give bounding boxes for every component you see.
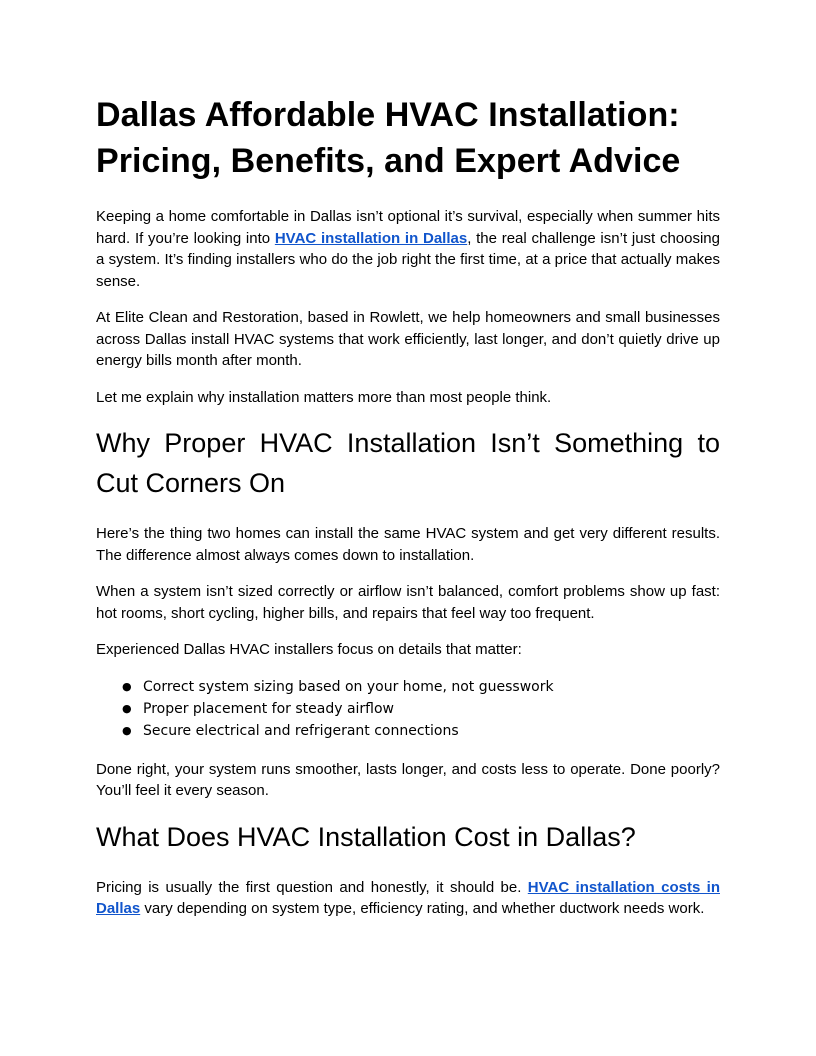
installer-focus-list — [96, 676, 720, 742]
bullet-icon: ● — [122, 679, 132, 693]
list-item-text: Proper placement for steady airflow — [143, 700, 395, 717]
bullet-icon: ● — [122, 701, 132, 715]
list-item-text: Correct system sizing based on your home, not guesswork — [143, 678, 554, 695]
section1-paragraph-2: When a system isn’t sized correctly or airflow isn’t balanced, comfort problems show up fast: hot rooms, short cycling, higher bills, and repairs that feel way too frequent. — [96, 583, 720, 622]
intro-p1-text-after: , the real challenge isn’t just choosing a system. It’s finding installers who do the job right the first time, at a price that actually makes sense. — [96, 229, 720, 290]
section-heading-proper-installation: Why Proper HVAC Installation Isn’t Something to Cut Corners On — [96, 428, 720, 498]
page-title: Dallas Affordable HVAC Installation: Pricing, Benefits, and Expert Advice — [96, 96, 681, 180]
intro-paragraph-1 — [96, 206, 720, 292]
section1-paragraph-4: Done right, your system runs smoother, lasts longer, and costs less to operate. Done poorly? You’ll feel it every season. — [96, 760, 720, 799]
intro-paragraph-3: Let me explain why installation matters more than most people think. — [96, 388, 552, 406]
section2-p1-text-before: Pricing is usually the first question and honestly, it should be. — [96, 878, 528, 896]
section1-paragraph-1: Here’s the thing two homes can install the same HVAC system and get very different results. The difference almost always comes down to installation. — [96, 525, 720, 564]
section1-paragraph-3: Experienced Dallas HVAC installers focus on details that matter: — [96, 641, 522, 658]
section-heading-installation-cost: What Does HVAC Installation Cost in Dallas? — [96, 821, 636, 852]
list-item-text: Secure electrical and refrigerant connections — [143, 722, 459, 739]
hvac-installation-costs-link[interactable]: HVAC installation costs in Dallas — [96, 878, 720, 917]
document-page — [96, 92, 720, 935]
list-item — [122, 676, 720, 698]
intro-p1-text-before: Keeping a home comfortable in Dallas isn’t optional it’s survival, especially when summer hits hard. If you’re looking into — [96, 208, 720, 247]
section2-paragraph-1 — [96, 877, 720, 920]
list-item — [122, 698, 720, 720]
section2-p1-text-after: vary depending on system type, efficiency rating, and whether ductwork needs work. — [140, 900, 705, 917]
hvac-installation-dallas-link[interactable]: HVAC installation in Dallas — [274, 229, 468, 247]
list-item — [122, 720, 720, 742]
intro-paragraph-2: At Elite Clean and Restoration, based in Rowlett, we help homeowners and small businesses across Dallas install HVAC systems that work efficiently, last longer, and don’t quietly drive up energy bills month after month. — [96, 309, 720, 369]
bullet-icon: ● — [122, 723, 132, 737]
